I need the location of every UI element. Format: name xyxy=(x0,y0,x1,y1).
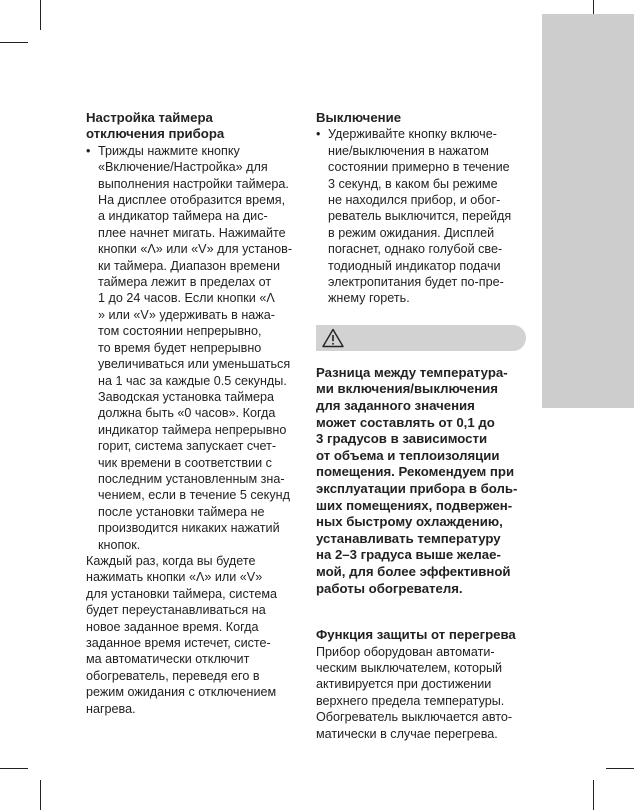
right-column xyxy=(316,110,526,742)
warning-bar xyxy=(316,325,526,351)
overheat-text: Прибор оборудован автомати- ческим выключателем, который активируется при достижении верхнего предела температуры. Обогреватель выключается авто- матически в случае перегрева. xyxy=(316,644,513,741)
timer-bullet xyxy=(86,143,296,553)
warning-text: Разница между температура- ми включения/выключения для заданного значения может составлять от 0,1 до 3 градусов в зависимости от объема и теплоизоляции помещения. Рекомендуем при эксплуатации прибора в боль- ших помещениях, подвержен- ных быстрому охлаждению, устанавливать температуру на 2–3 градуса выше желае- мой, для более эффективной работы обогревателя. xyxy=(316,364,518,596)
crop-mark xyxy=(40,0,41,30)
timer-bullet-text: Трижды нажмите кнопку «Включение/Настройка» для выполнения настройки таймера. На дисплее отобразится время, а индикатор таймера на дис- плее начнет мигать. Нажимайте кнопки «Λ» или «V» для установ- ки таймера. Диапазон времени таймера лежит в пределах от 1 до 24 часов. Если кнопки «Λ » или «V» удерживать в нажа- том состоянии непрерывно, то время будет непрерывно увеличиваться или уменьшаться на 1 час за каждые 0.5 секунды. Заводская установка таймера должна быть «0 часов». Когда индикатор таймера непрерывно горит, система запускает счет- чик времени в соответствии с последним установленным зна- чением, если в течение 5 секунд после установки таймера не производится никаких нажатий кнопок. xyxy=(98,143,293,552)
overheat-heading: Функция защиты от перегрева xyxy=(316,627,516,643)
left-column xyxy=(86,110,296,717)
crop-mark xyxy=(40,780,41,810)
side-tab xyxy=(542,14,634,408)
warning-triangle-icon xyxy=(322,328,344,348)
shutdown-bullet xyxy=(316,126,526,306)
timer-section-heading: Настройка таймера отключения прибора xyxy=(86,110,225,142)
shutdown-heading: Выключение xyxy=(316,110,402,125)
bullet-dot: • xyxy=(86,143,91,158)
crop-mark xyxy=(606,768,634,769)
spacer xyxy=(316,597,526,627)
crop-mark xyxy=(0,768,28,769)
bullet-dot: • xyxy=(316,127,321,142)
shutdown-bullet-text: Удерживайте кнопку включе- ние/выключения в нажатом состоянии примерно в течение 3 секунд, в каком бы режиме не находился прибор, и обог- реватель выключится, перейдя в режим ожидания. Дисплей погаснет, однако голубой све- тодиодный индикатор подачи электропитания будет по-пре- жнему гореть. xyxy=(328,127,512,306)
crop-mark xyxy=(593,780,594,810)
crop-mark xyxy=(0,42,28,43)
timer-paragraph: Каждый раз, когда вы будете нажимать кнопки «Λ» или «V» для установки таймера, система будет переустанавливаться на новое заданное время. Когда заданное время истечет, систе- ма автоматически отключит обогреватель, переведя его в режим ожидания с отключением нагрева. xyxy=(86,553,278,716)
